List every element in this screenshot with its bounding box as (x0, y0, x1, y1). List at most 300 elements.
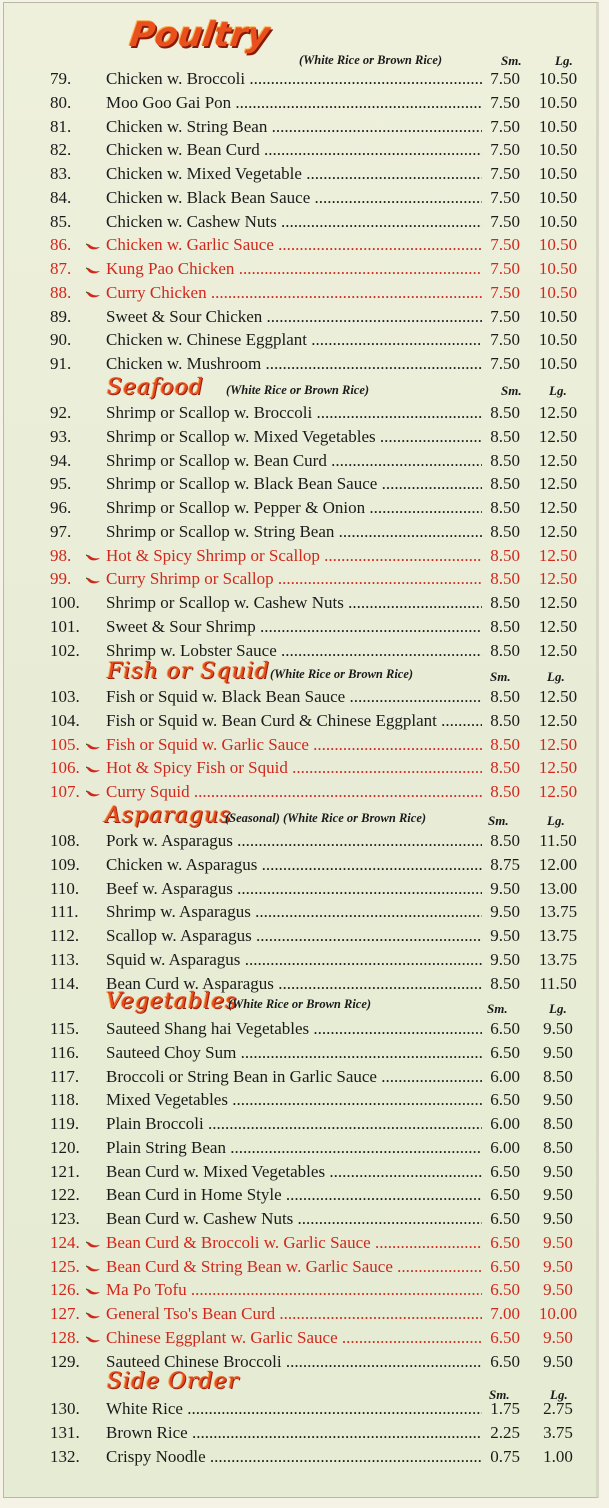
item-number: 108. (50, 831, 80, 850)
item-price-small: 8.50 (490, 450, 520, 470)
section-header-poultry (4, 15, 599, 68)
item-price-small: 7.50 (490, 354, 520, 373)
item-name: Shrimp or Scallop w. Broccoli ..... (106, 403, 482, 423)
item-name: Sauteed Shang hai Vegetables ..... (106, 1019, 482, 1039)
menu-item-row (4, 1399, 599, 1422)
item-price-large: 9.50 (543, 1256, 573, 1276)
small-size-label: Sm. (490, 669, 511, 684)
item-price-large: 12.50 (538, 616, 578, 636)
item-price-small: 6.50 (490, 1185, 520, 1205)
section-header-vegetables (4, 989, 599, 1019)
chili-pepper-icon (86, 554, 101, 562)
item-price-large: 10.00 (538, 1304, 578, 1323)
menu-item-row (4, 1423, 599, 1446)
item-price-small: 8.50 (490, 710, 520, 730)
item-name: Sweet & Sour Chicken ..... (106, 307, 482, 327)
item-name: Squid w. Asparagus ..... (106, 950, 482, 970)
menu-item-row (4, 782, 599, 805)
item-name: Bean Curd w. Cashew Nuts ..... (106, 1209, 482, 1229)
item-price-large: 10.50 (538, 282, 578, 302)
section-header-asparagus (4, 803, 599, 833)
large-size-label: Lg. (550, 1387, 568, 1402)
menu-item-row (4, 1019, 599, 1042)
menu-page (3, 2, 599, 1498)
menu-item-row (4, 1257, 599, 1280)
item-number: 82. (50, 140, 72, 160)
item-price-large: 12.50 (538, 450, 578, 470)
large-size-label: Lg. (547, 669, 565, 684)
item-number: 106. (50, 758, 80, 778)
item-number: 130. (50, 1399, 80, 1418)
item-price-large: 12.50 (538, 426, 578, 446)
item-number: 127. (50, 1304, 80, 1323)
menu-item-row (4, 235, 599, 258)
item-price-small: 7.00 (490, 1304, 520, 1323)
item-name: Shrimp or Scallop w. Mixed Vegetables ..... (106, 427, 482, 447)
item-name: Plain Broccoli ..... (106, 1114, 482, 1134)
item-number: 111. (50, 902, 79, 922)
item-price-small: 8.50 (490, 734, 520, 754)
item-number: 129. (50, 1351, 80, 1371)
small-size-label: Sm. (489, 1387, 510, 1402)
menu-item-row (4, 1233, 599, 1256)
item-price-large: 10.50 (538, 259, 578, 278)
item-price-small: 8.50 (490, 426, 520, 446)
menu-item-row (4, 902, 599, 925)
item-number: 113. (50, 949, 80, 969)
item-price-small: 8.50 (490, 758, 520, 778)
item-number: 118. (50, 1090, 80, 1110)
item-name: Chicken w. Black Bean Sauce ..... (106, 188, 482, 208)
menu-item-row (4, 283, 599, 306)
item-name: Brown Rice ..... (106, 1423, 482, 1443)
menu-item-row (4, 1447, 599, 1470)
item-number: 99. (50, 569, 72, 589)
item-price-large: 11.50 (539, 831, 577, 850)
item-price-small: 7.50 (490, 92, 520, 112)
chili-pepper-icon (86, 291, 101, 299)
menu-item-row (4, 1114, 599, 1137)
menu-item-row (4, 1138, 599, 1161)
item-number: 86. (50, 235, 72, 255)
item-number: 124. (50, 1232, 80, 1252)
item-price-large: 12.50 (538, 569, 578, 589)
item-price-large: 9.50 (543, 1209, 573, 1228)
menu-item-row (4, 522, 599, 545)
menu-item-row (4, 569, 599, 592)
item-price-small: 9.50 (490, 878, 520, 898)
item-number: 107. (50, 782, 80, 801)
item-price-small: 8.50 (490, 973, 520, 993)
menu-item-row (4, 1185, 599, 1208)
chili-pepper-icon (86, 1241, 101, 1249)
item-price-small: 6.50 (490, 1019, 520, 1038)
item-name: Bean Curd & Broccoli w. Garlic Sauce ..... (106, 1233, 482, 1253)
item-name: Moo Goo Gai Pon ..... (106, 93, 482, 113)
item-name: Shrimp or Scallop w. Cashew Nuts ..... (106, 593, 482, 613)
item-number: 109. (50, 854, 80, 874)
chili-pepper-icon (86, 577, 101, 585)
item-name: Chicken w. Mixed Vegetable ..... (106, 164, 482, 184)
item-name: Shrimp or Scallop w. String Bean ..... (106, 522, 482, 542)
item-price-large: 1.00 (543, 1446, 573, 1466)
item-price-large: 13.00 (538, 878, 578, 898)
item-price-small: 7.50 (490, 282, 520, 302)
item-price-small: 8.50 (490, 593, 520, 612)
item-number: 90. (50, 330, 72, 350)
item-number: 121. (50, 1161, 80, 1181)
item-price-large: 10.50 (538, 164, 578, 183)
menu-item-row (4, 1328, 599, 1351)
item-number: 91. (50, 354, 72, 373)
menu-item-row (4, 259, 599, 282)
item-price-small: 7.50 (490, 164, 520, 183)
item-price-small: 7.50 (490, 235, 520, 255)
item-price-large: 12.50 (538, 474, 578, 494)
menu-item-row (4, 950, 599, 973)
item-price-small: 6.50 (490, 1327, 520, 1347)
item-price-small: 9.50 (490, 949, 520, 969)
item-number: 115. (50, 1019, 80, 1038)
item-name: Fish or Squid w. Garlic Sauce ..... (106, 735, 482, 755)
section-title-vegetables: Vegetables (106, 989, 238, 1014)
menu-item-row (4, 451, 599, 474)
item-price-large: 12.50 (538, 545, 578, 565)
item-name: Curry Shrimp or Scallop ..... (106, 569, 482, 589)
section-header-fish (4, 659, 599, 689)
item-price-large: 13.75 (538, 902, 578, 922)
item-price-small: 7.50 (490, 259, 520, 278)
section-title-side: Side Order (107, 1369, 240, 1394)
item-price-small: 7.50 (490, 306, 520, 326)
chili-pepper-icon (86, 790, 101, 798)
item-number: 132. (50, 1446, 80, 1466)
item-price-large: 12.50 (538, 498, 578, 517)
item-price-large: 3.75 (543, 1422, 573, 1442)
item-price-small: 6.00 (490, 1114, 520, 1133)
item-number: 85. (50, 211, 72, 231)
menu-item-row (4, 1304, 599, 1327)
item-number: 84. (50, 187, 72, 207)
item-name: Shrimp or Scallop w. Black Bean Sauce ..... (106, 474, 482, 494)
menu-item-row (4, 498, 599, 521)
item-price-small: 7.50 (490, 69, 520, 88)
item-price-large: 9.50 (543, 1280, 573, 1300)
item-name: Chicken w. Chinese Eggplant ..... (106, 330, 482, 350)
item-name: White Rice ..... (106, 1399, 482, 1419)
section-subtitle-vegetables: (White Rice or Brown Rice) (228, 997, 372, 1011)
item-price-large: 10.50 (538, 211, 578, 231)
menu-item-row (4, 427, 599, 450)
item-price-small: 8.50 (490, 616, 520, 636)
item-number: 88. (50, 282, 72, 302)
item-price-small: 1.75 (490, 1399, 520, 1418)
item-price-large: 10.50 (538, 354, 578, 373)
chili-pepper-icon (86, 243, 101, 251)
item-price-large: 12.50 (538, 782, 578, 801)
item-number: 126. (50, 1280, 80, 1300)
item-name: Sauteed Chinese Broccoli ..... (106, 1352, 482, 1372)
item-price-large: 12.00 (538, 854, 578, 874)
section-title-fish: Fish or Squid (107, 659, 270, 684)
item-price-small: 8.50 (490, 782, 520, 801)
item-price-large: 12.50 (538, 403, 578, 422)
item-name: Broccoli or String Bean in Garlic Sauce ..... (106, 1067, 482, 1087)
item-name: Shrimp or Scallop w. Bean Curd ..... (106, 451, 482, 471)
item-name: Fish or Squid w. Bean Curd & Chinese Eggplant ..... (106, 711, 482, 731)
item-price-small: 9.50 (490, 902, 520, 922)
item-price-small: 6.50 (490, 1256, 520, 1276)
item-price-large: 8.50 (543, 1114, 573, 1133)
small-size-label: Sm. (501, 53, 522, 68)
item-price-small: 7.50 (490, 140, 520, 160)
chili-pepper-icon (86, 1288, 101, 1296)
item-name: Shrimp w. Lobster Sauce ..... (106, 641, 482, 661)
section-header-side (4, 1369, 599, 1402)
item-name: Chicken w. String Bean ..... (106, 117, 482, 137)
menu-item-row (4, 831, 599, 854)
item-price-small: 7.50 (490, 187, 520, 207)
large-size-label: Lg. (549, 1001, 567, 1016)
item-number: 120. (50, 1137, 80, 1157)
item-number: 95. (50, 474, 72, 494)
item-price-large: 10.50 (538, 140, 578, 160)
item-price-large: 10.50 (538, 187, 578, 207)
section-title-asparagus: Asparagus (105, 803, 232, 828)
item-price-small: 8.50 (490, 687, 520, 706)
item-price-large: 10.50 (538, 116, 578, 136)
item-number: 87. (50, 259, 72, 278)
item-price-small: 8.50 (490, 498, 520, 517)
item-price-large: 9.50 (543, 1185, 573, 1205)
item-price-large: 9.50 (543, 1327, 573, 1347)
item-price-small: 9.50 (490, 926, 520, 945)
item-name: Bean Curd in Home Style ..... (106, 1185, 482, 1205)
item-price-small: 6.50 (490, 1161, 520, 1181)
menu-item-row (4, 735, 599, 758)
item-price-large: 10.50 (538, 306, 578, 326)
large-size-label: Lg. (549, 383, 567, 398)
item-price-large: 12.50 (538, 640, 578, 660)
item-name: Bean Curd w. Asparagus ..... (106, 974, 482, 994)
item-name: Chicken w. Bean Curd ..... (106, 140, 482, 160)
item-price-small: 8.75 (490, 854, 520, 874)
item-number: 81. (50, 116, 72, 136)
item-price-large: 8.50 (543, 1066, 573, 1086)
large-size-label: Lg. (555, 53, 573, 68)
item-price-large: 11.50 (539, 973, 577, 993)
menu-item-row (4, 617, 599, 640)
item-name: Curry Chicken ..... (106, 283, 482, 303)
item-price-large: 10.50 (538, 235, 578, 255)
item-price-small: 7.50 (490, 330, 520, 350)
item-price-small: 6.00 (490, 1066, 520, 1086)
item-number: 100. (50, 593, 80, 612)
item-name: Hot & Spicy Shrimp or Scallop ..... (106, 546, 482, 566)
item-price-small: 8.50 (490, 569, 520, 589)
item-name: Kung Pao Chicken ..... (106, 259, 482, 279)
item-number: 102. (50, 640, 80, 660)
item-number: 103. (50, 687, 80, 706)
menu-item-row (4, 403, 599, 426)
menu-item-row (4, 212, 599, 235)
item-number: 114. (50, 973, 80, 993)
item-price-large: 10.50 (538, 69, 578, 88)
item-name: Chicken w. Cashew Nuts ..... (106, 212, 482, 232)
item-price-large: 9.50 (543, 1161, 573, 1181)
item-name: Pork w. Asparagus ..... (106, 831, 482, 851)
item-name: Mixed Vegetables ..... (106, 1090, 482, 1110)
item-price-large: 9.50 (543, 1351, 573, 1371)
item-price-small: 8.50 (490, 521, 520, 541)
item-price-large: 13.75 (538, 949, 578, 969)
item-number: 96. (50, 498, 72, 517)
item-name: Sauteed Choy Sum ..... (106, 1043, 482, 1063)
menu-item-row (4, 1280, 599, 1303)
menu-item-row (4, 69, 599, 92)
item-name: Chicken w. Mushroom ..... (106, 354, 482, 374)
section-title-poultry: Poultry (127, 15, 273, 55)
chili-pepper-icon (86, 1265, 101, 1273)
item-price-small: 6.50 (490, 1042, 520, 1062)
item-number: 79. (50, 69, 72, 88)
menu-item-row (4, 164, 599, 187)
menu-item-row (4, 1090, 599, 1113)
menu-item-row (4, 117, 599, 140)
item-number: 123. (50, 1209, 80, 1228)
item-number: 93. (50, 426, 72, 446)
menu-item-row (4, 1067, 599, 1090)
menu-item-row (4, 687, 599, 710)
item-price-large: 12.50 (538, 710, 578, 730)
item-name: Scallop w. Asparagus ..... (106, 926, 482, 946)
item-name: Chicken w. Asparagus ..... (106, 855, 482, 875)
item-number: 116. (50, 1042, 80, 1062)
item-price-large: 9.50 (543, 1232, 573, 1252)
item-number: 104. (50, 710, 80, 730)
item-name: Chicken w. Broccoli ..... (106, 69, 482, 89)
item-price-small: 8.50 (490, 545, 520, 565)
item-price-small: 2.25 (490, 1422, 520, 1442)
item-number: 89. (50, 306, 72, 326)
item-price-small: 0.75 (490, 1446, 520, 1466)
menu-item-row (4, 307, 599, 330)
menu-item-row (4, 93, 599, 116)
menu-item-row (4, 546, 599, 569)
item-number: 117. (50, 1066, 80, 1086)
small-size-label: Sm. (501, 383, 522, 398)
item-price-small: 7.50 (490, 211, 520, 231)
item-number: 83. (50, 164, 72, 183)
item-number: 94. (50, 450, 72, 470)
item-name: Hot & Spicy Fish or Squid ..... (106, 758, 482, 778)
menu-item-row (4, 879, 599, 902)
chili-pepper-icon (86, 1336, 101, 1344)
item-name: Bean Curd & String Bean w. Garlic Sauce ..... (106, 1257, 482, 1277)
menu-item-row (4, 711, 599, 734)
menu-item-row (4, 855, 599, 878)
item-number: 125. (50, 1256, 80, 1276)
section-subtitle-seafood: (White Rice or Brown Rice) (226, 383, 370, 397)
item-price-large: 9.50 (543, 1019, 573, 1038)
menu-item-row (4, 140, 599, 163)
item-number: 97. (50, 521, 72, 541)
item-name: Crispy Noodle ..... (106, 1447, 482, 1467)
menu-item-row (4, 1209, 599, 1232)
item-name: Chinese Eggplant w. Garlic Sauce ..... (106, 1328, 482, 1348)
menu-item-row (4, 1043, 599, 1066)
item-name: Curry Squid ..... (106, 782, 482, 802)
item-price-small: 8.50 (490, 640, 520, 660)
menu-item-row (4, 593, 599, 616)
item-price-small: 7.50 (490, 116, 520, 136)
section-subtitle-asparagus: (Seasonal) (White Rice or Brown Rice) (225, 811, 427, 825)
item-price-large: 9.50 (543, 1042, 573, 1062)
item-number: 119. (50, 1114, 80, 1133)
item-price-large: 2.75 (543, 1399, 573, 1418)
item-number: 105. (50, 734, 80, 754)
menu-item-row (4, 354, 599, 377)
menu-item-row (4, 926, 599, 949)
section-title-seafood: Seafood (107, 375, 204, 400)
item-price-large: 9.50 (543, 1090, 573, 1110)
item-price-large: 12.50 (538, 758, 578, 778)
section-subtitle-poultry: (White Rice or Brown Rice) (299, 53, 443, 67)
item-price-small: 6.50 (490, 1280, 520, 1300)
item-number: 112. (50, 926, 80, 945)
item-price-small: 6.50 (490, 1209, 520, 1228)
item-price-large: 12.50 (538, 734, 578, 754)
chili-pepper-icon (86, 267, 101, 275)
item-number: 110. (50, 878, 80, 898)
item-number: 128. (50, 1327, 80, 1347)
item-name: Bean Curd w. Mixed Vegetables ..... (106, 1162, 482, 1182)
item-name: Fish or Squid w. Black Bean Sauce ..... (106, 687, 482, 707)
item-name: Beef w. Asparagus ..... (106, 879, 482, 899)
menu-item-row (4, 758, 599, 781)
item-price-small: 6.50 (490, 1351, 520, 1371)
item-price-large: 12.50 (538, 521, 578, 541)
item-price-large: 12.50 (538, 687, 578, 706)
item-price-small: 6.50 (490, 1232, 520, 1252)
item-name: Chicken w. Garlic Sauce ..... (106, 235, 482, 255)
item-price-small: 8.50 (490, 831, 520, 850)
item-name: Ma Po Tofu ..... (106, 1280, 482, 1300)
small-size-label: Sm. (487, 1001, 508, 1016)
small-size-label: Sm. (488, 813, 509, 828)
chili-pepper-icon (86, 1312, 101, 1320)
item-price-large: 13.75 (538, 926, 578, 945)
menu-item-row (4, 1162, 599, 1185)
item-number: 80. (50, 92, 72, 112)
large-size-label: Lg. (547, 813, 565, 828)
item-name: General Tso's Bean Curd ..... (106, 1304, 482, 1324)
item-price-large: 12.50 (538, 593, 578, 612)
item-name: Plain String Bean ..... (106, 1138, 482, 1158)
section-header-seafood (4, 375, 599, 405)
item-name: Sweet & Sour Shrimp ..... (106, 617, 482, 637)
item-price-small: 6.50 (490, 1090, 520, 1110)
item-price-small: 8.50 (490, 403, 520, 422)
item-price-large: 10.50 (538, 92, 578, 112)
item-price-small: 8.50 (490, 474, 520, 494)
item-price-large: 10.50 (538, 330, 578, 350)
menu-item-row (4, 188, 599, 211)
item-price-small: 6.00 (490, 1137, 520, 1157)
chili-pepper-icon (86, 743, 101, 751)
menu-item-row (4, 330, 599, 353)
item-number: 98. (50, 545, 72, 565)
